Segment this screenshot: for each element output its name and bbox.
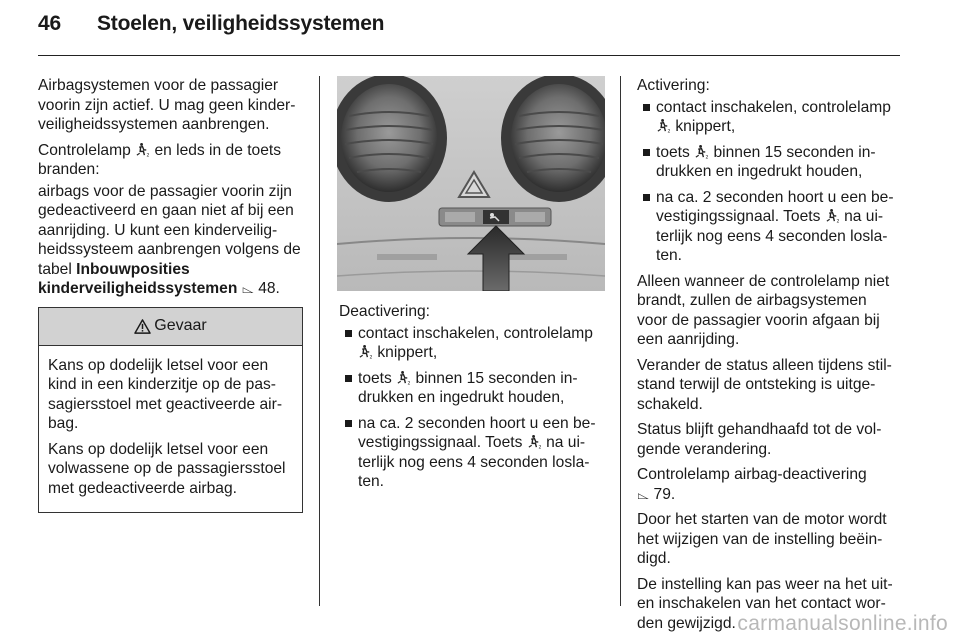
column-divider <box>319 76 320 606</box>
dashboard-illustration <box>337 76 605 291</box>
airbag-off-icon <box>135 142 150 157</box>
svg-text:2: 2 <box>407 381 411 385</box>
page-ref[interactable]: 48. <box>258 280 280 297</box>
text: na ui-terlijk nog eens 4 seconden losla-ten. <box>656 208 888 264</box>
danger-body <box>39 346 302 513</box>
watermark: carmanualsonline.info <box>737 612 948 635</box>
danger-header <box>39 308 302 346</box>
text: knippert, <box>675 118 736 135</box>
ref-arrow-icon: ⌳ <box>241 280 254 297</box>
svg-text:2: 2 <box>538 445 542 449</box>
intro-paragraph: Airbagsystemen voor de passagier voorin zijn actief. U mag geen kinder-veiligheidssystemen aanbrengen. <box>38 77 296 133</box>
airbag-off-icon <box>527 434 542 449</box>
warning-triangle-icon <box>134 319 151 334</box>
danger-box <box>38 307 303 514</box>
deactivering-heading: Deactivering: <box>339 303 431 320</box>
list-item <box>339 414 605 492</box>
text: na ca. 2 seconden hoort u een be-vestigingssignaal. Toets <box>358 414 596 451</box>
airbag-off-icon <box>396 370 411 385</box>
table-link[interactable]: Inbouwposities kinderveiligheidssystemen <box>38 260 238 297</box>
text: na ui-terlijk nog eens 4 seconden losla-ten. <box>358 434 590 490</box>
page-title: Stoelen, veiligheidssystemen <box>96 12 385 35</box>
page-ref[interactable]: 79. <box>653 485 676 503</box>
deactivering-list <box>339 324 605 492</box>
danger-paragraph: Kans op dodelijk letsel voor een kind in een kinderzitje op de pas-sagiersstoel met geactiveerde air-bag. <box>48 356 283 432</box>
text: binnen 15 seconden in-drukken en ingedrukt houden, <box>358 369 578 406</box>
svg-text:2: 2 <box>705 155 709 159</box>
dashboard-photo <box>339 76 605 298</box>
column-2 <box>339 76 605 498</box>
ref-arrow-icon: ⌳ <box>637 485 650 503</box>
list-item <box>637 98 901 137</box>
text: binnen 15 seconden in-drukken en ingedrukt houden, <box>656 143 876 180</box>
text: knippert, <box>377 344 438 361</box>
text: contact inschakelen, controlelamp <box>358 324 593 342</box>
column-1 <box>38 76 303 513</box>
text: contact inschakelen, controlelamp <box>656 98 891 116</box>
paragraph-instelling: De instelling kan pas weer na het uit-en inschakelen van het contact wor-den gewijzigd. <box>637 575 893 632</box>
text: toets <box>656 143 690 161</box>
paragraph-controlelamp <box>637 465 901 504</box>
list-item <box>339 324 605 363</box>
paragraph-verander: Verander de status alleen tijdens stil-stand terwijl de ontsteking is uitge-schakeld. <box>637 356 892 413</box>
danger-title: Gevaar <box>154 317 207 335</box>
activering-list <box>637 98 901 266</box>
column-3 <box>637 76 901 639</box>
airbag-off-icon <box>825 208 840 223</box>
column-divider <box>620 76 621 606</box>
paragraph-alleen: Alleen wanneer de controlelamp niet brandt, zullen de airbagsystemen voor de passagier voorin afgaan bij een aanrijding. <box>637 272 890 348</box>
control-lamp-paragraph <box>38 141 303 180</box>
svg-text:2: 2 <box>836 219 840 223</box>
text: airbags voor de passagier voorin zijn gedeactiveerd en gaan niet af bij een aanrijding. U kunt een kinderveilig-heidssysteem aanbrengen volgens de tabel <box>38 182 301 278</box>
page-number: 46 <box>38 12 61 35</box>
danger-paragraph: Kans op dodelijk letsel voor een volwassene op de passagiersstoel met gedeactiveerde airbag. <box>48 440 286 497</box>
header-rule <box>38 55 900 56</box>
list-item <box>637 188 901 266</box>
text: Controlelamp <box>38 141 131 159</box>
list-item <box>339 369 605 408</box>
svg-text:2: 2 <box>667 129 671 133</box>
paragraph-status: Status blijft gehandhaafd tot de vol-gende verandering. <box>637 421 882 458</box>
text: na ca. 2 seconden hoort u een be-vestigingssignaal. Toets <box>656 188 894 225</box>
svg-text:2: 2 <box>369 355 373 359</box>
list-item <box>637 143 901 182</box>
airbag-off-icon <box>656 118 671 133</box>
page-header <box>38 12 384 36</box>
text: en leds in de toets branden: <box>38 141 282 178</box>
airbag-off-icon <box>694 144 709 159</box>
text: toets <box>358 369 392 387</box>
airbag-off-icon <box>358 344 373 359</box>
text: Controlelamp airbag-deactivering <box>637 466 867 483</box>
activering-heading: Activering: <box>637 77 710 94</box>
svg-text:2: 2 <box>146 153 150 157</box>
paragraph-door: Door het starten van de motor wordt het wijzigen van de instelling beëin-digd. <box>637 511 887 567</box>
airbags-paragraph <box>38 182 303 299</box>
